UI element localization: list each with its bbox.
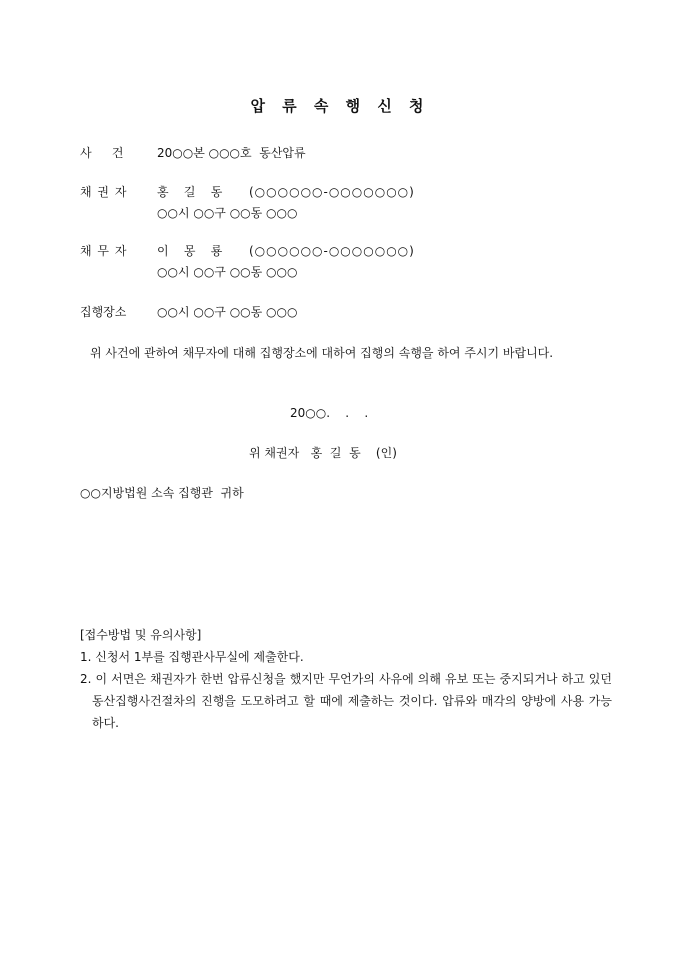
case-value: 20○○본 ○○○호 동산압류: [157, 146, 306, 160]
creditor-id-number: (○○○○○○-○○○○○○○): [249, 185, 415, 199]
debtor-address: ○○시 ○○구 ○○동 ○○○: [157, 265, 298, 279]
creditor-signature: 위 채권자 홍 길 동 (인): [249, 446, 397, 460]
notes-section: [80, 624, 612, 734]
creditor-label: 채 권 자: [80, 185, 128, 199]
creditor-address: ○○시 ○○구 ○○동 ○○○: [157, 206, 298, 220]
notes-heading: [접수방법 및 유의사항]: [80, 628, 202, 642]
debtor-name: 이 몽 룡: [157, 244, 223, 258]
document-date: 20○○. . .: [290, 406, 369, 420]
creditor-name: 홍 길 동: [157, 185, 223, 199]
note-item-1: 1. 신청서 1부를 집행관사무실에 제출한다.: [80, 650, 304, 664]
debtor-label: 채 무 자: [80, 244, 128, 258]
place-value: ○○시 ○○구 ○○동 ○○○: [157, 305, 298, 319]
recipient: ○○지방법원 소속 집행관 귀하: [80, 486, 244, 500]
document-title: 압 류 속 행 신 청: [250, 97, 430, 115]
case-label: 사 건: [80, 146, 125, 160]
note-item-2: 2. 이 서면은 채권자가 한번 압류신청을 했지만 무언가의 사유에 의해 유보 또는 중지되거나 하고 있던 동산집행사건절차의 진행을 도모하려고 할 때에 제출하는 것이다. 압류와 매각의 양방에 사용 가능하다.: [80, 672, 612, 730]
debtor-id-number: (○○○○○○-○○○○○○○): [249, 244, 415, 258]
request-paragraph: 위 사건에 관하여 채무자에 대해 집행장소에 대하여 집행의 속행을 하여 주시기 바랍니다.: [90, 346, 554, 360]
place-label: 집행장소: [80, 305, 127, 319]
